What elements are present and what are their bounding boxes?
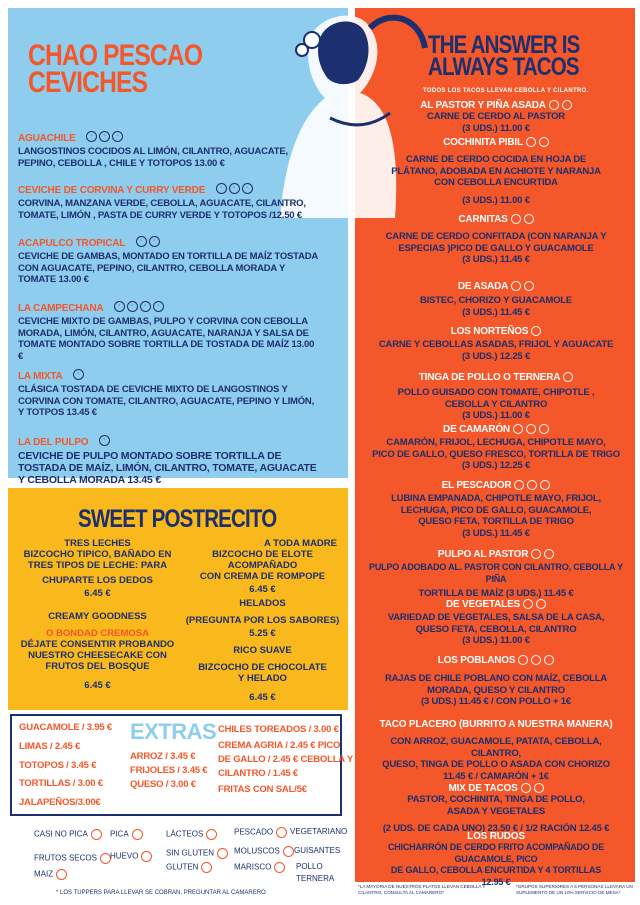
- item-desc-line: CARNE DE CERDO CONFITADA (CON NARANJA Y: [385, 231, 607, 242]
- allergen-icon: [562, 100, 572, 110]
- ceviches-title-line1: CHAO PESCAO: [28, 39, 203, 72]
- legend-label: SIN GLUTEN: [166, 848, 215, 858]
- item-name-text: EL PESCADOR: [441, 480, 512, 491]
- allergen-icon: [544, 549, 554, 559]
- item-name: [365, 599, 627, 610]
- item-name-text: LOS POBLANOS: [437, 655, 516, 666]
- item-desc-line: (3 UDS.) 11.45 €: [462, 306, 530, 318]
- item-desc-line: POLLO GUISADO CON TOMATE, CHIPOTLE ,: [397, 387, 595, 398]
- legend-item: [34, 853, 111, 864]
- item-name: [358, 549, 634, 560]
- taco-item: [365, 424, 627, 472]
- item-desc-line: BISTEC, CHORIZO Y GUACAMOLE: [419, 295, 573, 306]
- allergen-icon: [511, 214, 521, 224]
- item-name-text: DE CAMARÓN: [443, 424, 510, 435]
- allergen-icon: ◦: [114, 301, 125, 312]
- desserts-title: SWEET POSTRECITO: [78, 505, 277, 533]
- ceviches-title-line2: CEVICHES: [28, 66, 148, 99]
- item-name-text: AL PASTOR Y PIÑA ASADA: [420, 100, 546, 111]
- allergen-icon: [523, 599, 533, 609]
- taco-item: [365, 719, 627, 782]
- allergen-icons: [214, 180, 253, 198]
- dessert-desc-line: BIZCOCHO DE ELOTE ACOMPAÑADO: [212, 549, 313, 571]
- item-desc-line: CARNE DE CERDO COCIDA EN HOJA DE: [405, 154, 587, 165]
- item-desc-line: (3 UDS.) 11.00 €: [462, 194, 530, 206]
- item-desc-line: DE GALLO, CEBOLLA ENCURTIDA Y 4 TORTILLAS: [390, 865, 602, 875]
- item-desc-line: PLÁTANO, ADOBADA EN ACHIOTE Y NARANJA: [391, 165, 601, 177]
- allergen-icon: [534, 783, 544, 793]
- taco-item: [365, 480, 627, 539]
- allergen-icon: ◦: [86, 131, 97, 142]
- tacos-footnote-right: *GRUPOS SUPERIORES A 5 PERSONAS LLEVARA UN SUPLEMENTO DE UN 10% SERVICIO DE MESA*: [516, 884, 633, 895]
- extra-item: DE GALLO / 2.45 € CEBOLLA Y: [218, 754, 354, 765]
- item-name: LA MIXTA: [18, 371, 63, 382]
- item-desc-line: LECHUGA, PICO DE GALLO, GUACAMOLE,: [400, 504, 592, 516]
- taco-item: [358, 831, 634, 888]
- item-desc-line: 11.45 € / CAMARÓN + 1€: [443, 770, 549, 782]
- item-name: TACO PLACERO (BURRITO A NUESTRA MANERA): [379, 719, 613, 730]
- extra-item: FRITAS CON SAL/5€: [218, 784, 307, 795]
- allergen-icons: [84, 128, 123, 146]
- dessert-desc-line: Y HELADO: [238, 673, 287, 684]
- allergen-icon: [544, 655, 554, 665]
- item-desc-line: ASADA Y VEGETALES: [446, 805, 546, 817]
- dessert-desc: (PREGUNTA POR LOS SABORES): [185, 615, 340, 626]
- ceviche-item: [18, 366, 318, 419]
- dessert-desc-line: CON CREMA DE ROMPOPE: [199, 571, 326, 582]
- item-desc-line: PICO DE GALLO, QUESO FRESCO, TORTILLA DE TRIGO: [372, 448, 620, 460]
- item-desc-line: LUBINA EMPANADA, CHIPOTLE MAYO, FRIJOL,: [391, 493, 601, 504]
- dairy-icon: [206, 829, 217, 840]
- item-desc-line: (3 UDS.) 11.45 € / CON POLLO + 1€: [421, 696, 571, 707]
- legend-label: CASI NO PICA: [34, 829, 88, 839]
- mollusc-icon: [283, 846, 294, 857]
- item-name-text: CARNITAS: [458, 214, 508, 225]
- allergen-icons: [71, 366, 84, 384]
- item-desc-line: QUESO, TINGA DE POLLO O ASADA CON CHORIZO: [382, 759, 610, 770]
- legend-item: [166, 829, 217, 840]
- legend-label: MARISCO: [234, 862, 272, 872]
- item-name-text: TINGA DE POLLO O TERNERA: [418, 372, 561, 383]
- dessert-desc-line: NUESTRO CHEESECAKE CON: [28, 650, 167, 661]
- allergen-icon: [540, 480, 550, 490]
- dessert-name: TRES LECHES: [64, 538, 131, 549]
- legend-item: [296, 862, 323, 871]
- allergen-icon: ◦: [216, 183, 227, 194]
- legend-label: GLUTEN: [166, 862, 199, 872]
- dessert-name-alt: O BONDAD CREMOSA: [46, 628, 149, 639]
- wheat-icon: [201, 862, 212, 873]
- extra-item: TOTOPOS / 3.45 €: [19, 760, 97, 771]
- dessert-item-creamy: [20, 611, 175, 691]
- allergen-icon: [518, 655, 528, 665]
- allergen-icon: [524, 214, 534, 224]
- mild-chili-icon: [91, 829, 102, 840]
- item-desc-line: (3 UDS.) 11.00 €: [462, 410, 530, 421]
- legend-item: [110, 829, 143, 840]
- item-name-text: PULPO AL PASTOR: [437, 549, 529, 560]
- dessert-desc-line: FRUTOS DEL BOSQUE: [45, 661, 150, 672]
- legend-item: [296, 874, 334, 883]
- fish-icon: [276, 827, 287, 838]
- item-name: [365, 424, 627, 435]
- extra-item: QUESO / 3.00 €: [130, 779, 196, 790]
- item-name-text: COCHINITA PIBIL: [443, 137, 523, 148]
- item-name: [365, 480, 627, 491]
- item-name: [365, 137, 627, 148]
- taco-item: [365, 100, 627, 134]
- item-desc-line: CHICHARRÓN DE CERDO FRITO ACOMPAÑADO DE GUACAMOLE, PICO: [387, 842, 605, 864]
- taco-item: [365, 783, 627, 835]
- legend-label: MAIZ: [34, 869, 54, 879]
- dessert-name: HELADOS: [239, 598, 286, 609]
- dessert-price: 6.45 €: [249, 584, 276, 595]
- allergen-icon: [536, 599, 546, 609]
- allergen-icon: [526, 137, 536, 147]
- dessert-desc-line: BIZCOCHO DE CHOCOLATE: [198, 662, 327, 673]
- allergen-icon: ◦: [149, 236, 160, 247]
- item-name: LA DEL PULPO: [18, 437, 89, 448]
- allergen-icon: [531, 326, 541, 336]
- legend-label: TERNERA: [296, 874, 335, 883]
- ceviche-item: [18, 233, 318, 286]
- item-desc-line: (2 UDS. DE CADA UNO) 23.50 € / 1/2 RACIÓN 12.45 €: [382, 823, 610, 834]
- taco-item: [365, 137, 627, 206]
- legend-item: [290, 827, 347, 836]
- hot-chili-icon: [132, 829, 143, 840]
- legend-item: [294, 846, 340, 855]
- item-name: [365, 372, 627, 383]
- legend-label: MOLUSCOS: [234, 846, 280, 856]
- item-desc-line: VARIEDAD DE VEGETALES, SALSA DE LA CASA,: [387, 612, 605, 623]
- allergen-icon: [527, 480, 537, 490]
- allergen-icon: [513, 424, 523, 434]
- item-desc-line: (3 UDS.) 11.45 €: [462, 527, 530, 539]
- allergen-icons: [134, 233, 160, 251]
- allergen-icon: ◦: [99, 131, 110, 142]
- allergen-icon: [539, 424, 549, 434]
- egg-icon: [141, 851, 152, 862]
- item-name-text: DE VEGETALES: [445, 599, 521, 610]
- item-name: CEVICHE DE CORVINA Y CURRY VERDE: [18, 185, 206, 196]
- item-desc-line: (3 UDS.) 11.45 €: [462, 254, 530, 265]
- item-desc-line: CAMARÓN, FRIJOL, LECHUGA, CHIPOTLE MAYO,: [386, 437, 606, 448]
- allergen-icon: ◦: [127, 301, 138, 312]
- legend-item: [166, 848, 228, 859]
- taco-item: [365, 655, 627, 708]
- tacos-subtitle: TODOS LOS TACOS LLEVAN CEBOLLA Y CILANTRO.: [423, 88, 589, 94]
- dessert-name: A TODA MADRE: [263, 538, 337, 549]
- item-name-text: DE ASADA: [457, 281, 509, 292]
- dessert-item-a-toda-madre: [180, 538, 345, 595]
- item-description: CEVICHE DE PULPO MONTADO SOBRE TORTILLA DE TOSTADA DE MAÍZ, LIMÓN, CILANTRO, TOMATE, AGUACATE Y CEBOLLA MORADA 13.45 €: [18, 450, 317, 486]
- item-name: LOS RUDOS: [467, 831, 525, 842]
- item-desc-line: MORADA, QUESO Y CILANTRO: [427, 684, 565, 696]
- legend-label: PESCADO: [234, 827, 274, 837]
- legend-item: [166, 862, 212, 873]
- item-name: [365, 214, 627, 225]
- legend-label: GUISANTES: [294, 846, 341, 855]
- dessert-item-helados: [180, 598, 345, 639]
- dessert-item-rico-suave: [180, 645, 345, 703]
- item-desc-line: (3 UDS.) 12.25 €: [461, 460, 531, 471]
- dessert-price: 6.45 €: [249, 692, 276, 703]
- gluten-free-icon: [217, 848, 228, 859]
- item-desc-line: 12.95 €: [481, 876, 511, 887]
- item-name-text: MIX DE TACOS: [448, 783, 518, 794]
- item-description: CLÁSICA TOSTADA DE CEVICHE MIXTO DE LANGOSTINOS Y CORVINA CON TOMATE, CILANTRO, AGUACATE, PEPINO Y LIMÓN, Y TOTPOS 13.45 €: [18, 384, 315, 418]
- allergen-icon: [511, 281, 521, 291]
- allergen-icon: [514, 480, 524, 490]
- taco-item: [365, 214, 627, 266]
- taco-item: [358, 549, 634, 600]
- item-name: LA CAMPECHANA: [18, 303, 104, 314]
- item-name: AGUACHILE: [18, 133, 76, 144]
- allergen-icon: ◦: [229, 183, 240, 194]
- item-name: [365, 326, 627, 337]
- allergen-icon: ◦: [153, 301, 164, 312]
- dessert-name: RICO SUAVE: [233, 645, 292, 656]
- dessert-item-tres-leches: [20, 538, 175, 599]
- tacos-title-line1: THE ANSWER IS: [428, 31, 580, 59]
- item-description: CORVINA, MANZANA VERDE, CEBOLLA, AGUACATE, CILANTRO, TOMATE, LIMÓN , PASTA DE CURRY VERDE Y TOTOPOS /12.50 €: [18, 198, 306, 221]
- allergen-icons: [112, 298, 164, 316]
- legend-label: POLLO: [296, 862, 323, 871]
- item-desc-line: PULPO ADOBADO AL. PASTOR CON CILANTRO, CEBOLLA Y PIÑA: [369, 562, 623, 584]
- tacos-title: [428, 31, 580, 81]
- legend-item: [34, 829, 102, 840]
- legend-item: [110, 851, 152, 862]
- item-desc-line: CON CEBOLLA ENCURTIDA: [434, 177, 558, 188]
- legend-item: [234, 827, 287, 838]
- dessert-price: 5.25 €: [249, 628, 276, 639]
- item-desc-line: QUESO FETA, CEBOLLA, CILANTRO: [415, 623, 577, 635]
- shrimp-icon: [274, 862, 285, 873]
- dessert-desc-line: DÉJATE CONSENTIR PROBANDO: [20, 639, 175, 650]
- extra-item: CILANTRO / 1.45 €: [218, 768, 299, 779]
- taco-item: [365, 326, 627, 362]
- ceviche-item: [18, 298, 318, 362]
- tacos-footnote-left: *LA MAYORIA DE NUESTROS PLATOS LLEVAN CEBOLLA Y CILANTRO, CONSULTA AL CAMARERO*: [358, 884, 486, 895]
- dessert-price: 6.45 €: [84, 680, 111, 691]
- item-desc-line: QUESO FETA, TORTILLA DE TRIGO: [418, 516, 574, 527]
- taco-item: [365, 372, 627, 422]
- legend-item: [234, 862, 285, 873]
- legend-item: [234, 846, 294, 857]
- item-name: [365, 655, 627, 666]
- item-desc-line: RAJAS DE CHILE POBLANO CON MAÍZ, CEBOLLA: [384, 673, 608, 684]
- item-desc-line: CON ARROZ, GUACAMOLE, PATATA, CEBOLLA, CILANTRO,: [390, 736, 602, 759]
- item-desc-line: TORTILLA DE MAÍZ (3 UDS.) 11.45 €: [418, 588, 574, 599]
- extras-title: EXTRAS: [130, 719, 217, 744]
- allergen-icon: [526, 424, 536, 434]
- extra-item: LIMAS / 2.45 €: [19, 741, 81, 752]
- allergen-icon: ◦: [112, 131, 123, 142]
- allergen-icon: [539, 137, 549, 147]
- item-name: ACAPULCO TROPICAL: [18, 238, 126, 249]
- item-desc-line: ESPECIAS )PICO DE GALLO Y GUACAMOLE: [398, 242, 594, 254]
- tacos-title-line2: ALWAYS TACOS: [428, 53, 579, 81]
- dessert-desc-line: BIZCOCHO TIPICO, BAÑADO EN: [23, 549, 172, 560]
- dessert-name: CREAMY GOODNESS: [48, 611, 147, 622]
- dessert-desc-line: CHUPARTE LOS DEDOS: [42, 575, 153, 586]
- allergen-icon: ◦: [99, 435, 110, 446]
- item-desc-line: PASTOR, COCHINITA, TINGA DE POLLO,: [407, 794, 585, 805]
- ceviches-title: [28, 39, 203, 99]
- allergen-icon: ◦: [242, 183, 253, 194]
- corn-icon: [56, 869, 67, 880]
- taco-item: [365, 599, 627, 647]
- legend-item: [34, 869, 67, 880]
- extra-item: ARROZ / 3.45 €: [130, 751, 196, 762]
- item-desc-line: (3 UDS.) 12.25 €: [461, 350, 531, 362]
- taco-item: [365, 281, 627, 318]
- ceviche-item: [18, 128, 318, 169]
- allergen-icon: ◦: [73, 369, 84, 380]
- allergen-icon: [563, 372, 573, 382]
- dessert-price: 6.45 €: [84, 588, 111, 599]
- legend-label: PICA: [110, 829, 129, 839]
- legend-label: LÁCTEOS: [166, 829, 204, 839]
- ceviche-item: [18, 180, 318, 221]
- extra-item: CHILES TOREADOS / 3.00 €: [218, 724, 339, 735]
- item-name: [365, 281, 627, 292]
- item-desc-line: (3 UDS.) 11.00 €: [462, 635, 530, 646]
- ceviche-item: [18, 432, 318, 486]
- item-description: LANGOSTINOS COCIDOS AL LIMÓN, CILANTRO, AGUACATE, PEPINO, CEBOLLA , CHILE Y TOTOPOS 13.00 €: [18, 146, 288, 169]
- extra-item: CREMA AGRIA / 2.45 € PICO: [218, 740, 341, 751]
- extra-item: JALAPEÑOS/3.00€: [19, 797, 101, 808]
- item-description: CEVICHE MIXTO DE GAMBAS, PULPO Y CORVINA CON CEBOLLA MORADA, LIMÓN, CILANTRO, AGUACATE, NARANJA Y SALSA DE TOMATE MONTADO SOBRE TORTILLA DE TOSTADA DE MAÍZ 13.00 €: [18, 316, 315, 362]
- extra-item: FRIJOLES / 3.45 €: [130, 765, 208, 776]
- tupper-footnote: * LOS TUPPERS PARA LLEVAR SE COBRAN, PREGUNTAR AL CAMARERO: [56, 890, 266, 896]
- item-name-text: LOS NORTEÑOS: [450, 326, 529, 337]
- item-name: [365, 783, 627, 794]
- dessert-desc-line: TRES TIPOS DE LECHE: PARA: [27, 560, 168, 571]
- extra-item: GUACAMOLE / 3.95 €: [19, 722, 113, 733]
- extra-item: TORTILLAS / 3.00 €: [19, 778, 103, 789]
- allergen-icon: ◦: [140, 301, 151, 312]
- allergen-icon: [531, 655, 541, 665]
- allergen-icon: ◦: [136, 236, 147, 247]
- allergen-icon: [549, 100, 559, 110]
- item-name: [365, 100, 627, 111]
- item-desc-line: (3 UDS.) 11.00 €: [462, 122, 530, 134]
- allergen-icon: [531, 549, 541, 559]
- legend-label: FRUTOS SECOS: [34, 853, 97, 863]
- legend-label: VEGETARIANO: [290, 827, 348, 836]
- allergen-icon: [521, 783, 531, 793]
- item-description: CEVICHE DE GAMBAS, MONTADO EN TORTILLA DE MAÍZ TOSTADA CON AGUACATE, PEPINO, CILANTRO, CEBOLLA MORADA Y TOMATE 13.00 €: [18, 251, 318, 285]
- allergen-icon: [524, 281, 534, 291]
- legend-label: HUEVO: [110, 851, 139, 861]
- item-desc-line: CARNE Y CEBOLLAS ASADAS, FRIJOL Y AGUACATE: [378, 339, 614, 350]
- allergen-icons: [97, 432, 110, 450]
- item-desc-line: CEBOLLA Y CILANTRO: [444, 398, 548, 410]
- item-desc-line: CARNE DE CERDO AL PASTOR: [427, 111, 565, 122]
